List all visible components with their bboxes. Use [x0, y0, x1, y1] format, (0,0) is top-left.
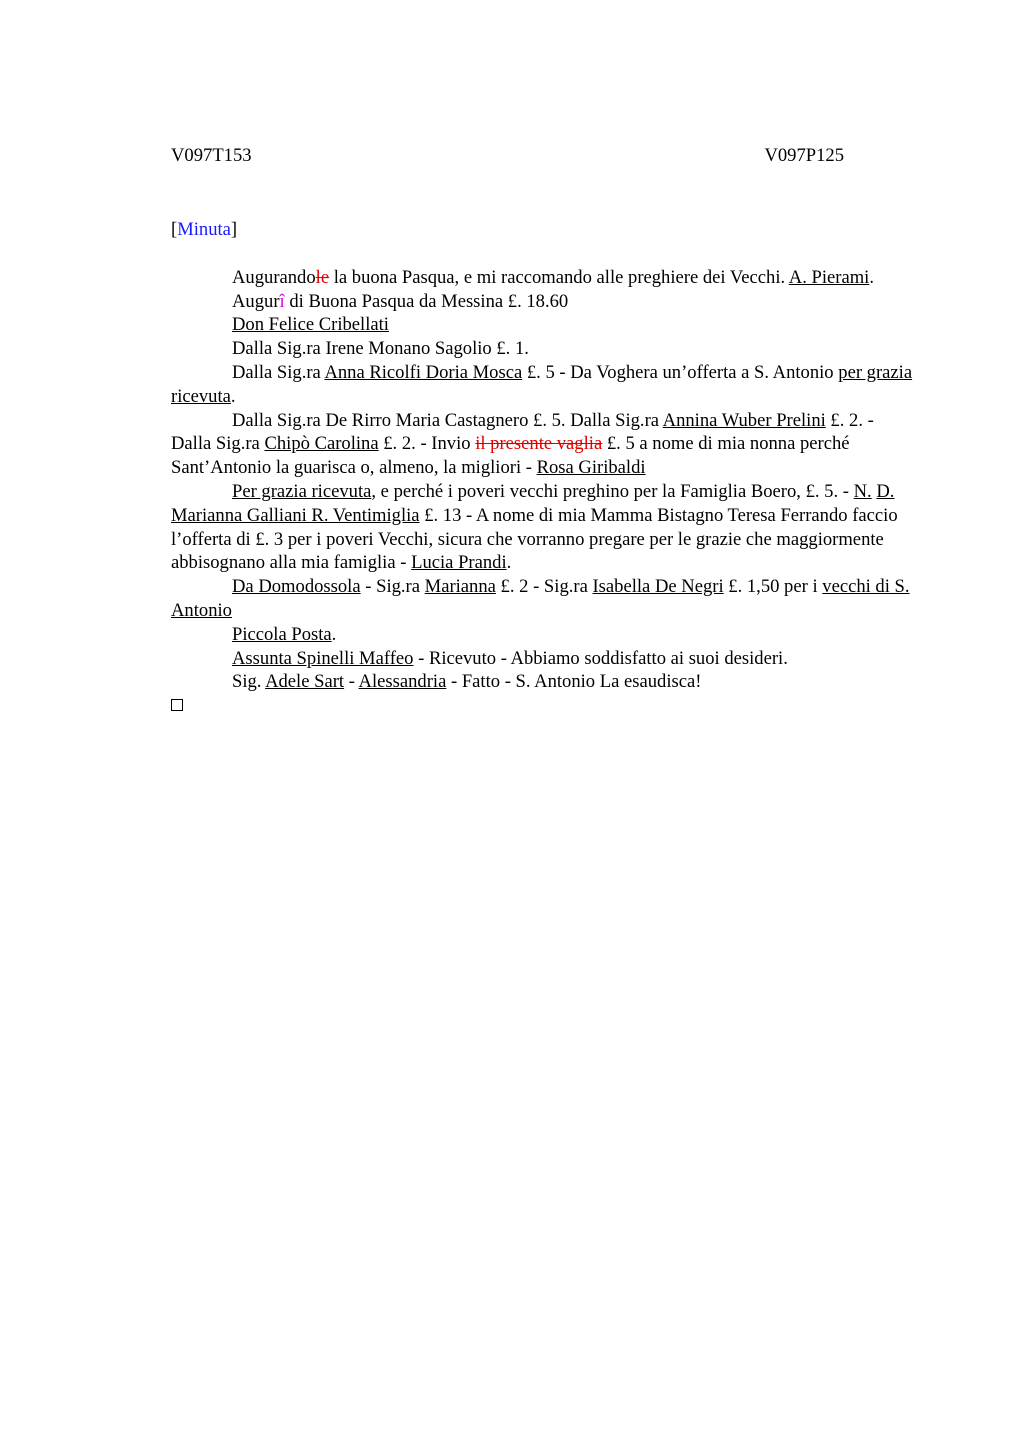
document-page [171, 144, 916, 718]
paragraph-7: Per grazia ricevuta, e perché i poveri vecchi preghino per la Famiglia Boero, £. 5. - N. D. Marianna Galliani R. Ventimiglia £. 13 - A nome di mia Mamma Bistagno Teresa Ferrando faccio l’offerta di £. 3 per i poveri Vecchi, sicura che vorranno pregare per le grazie che maggiormente abbisognano alla mia famiglia - Lucia Prandi. [171, 480, 898, 574]
underlined-phrase: Per grazia ricevuta [232, 480, 372, 502]
minuta-text: Minuta [177, 219, 231, 240]
underlined-name: Chipò Carolina [264, 433, 379, 455]
end-marker [171, 694, 916, 718]
paragraph-5: Dalla Sig.ra Anna Ricolfi Doria Mosca £. 5 - Da Voghera un’offerta a S. Antonio per grazia ricevuta. [171, 361, 913, 407]
underlined-name: Isabella De Negri [592, 576, 724, 598]
underlined-name: Adele Sart [265, 671, 345, 693]
paragraph-2: Augurî di Buona Pasqua da Messina £. 18.60 [232, 290, 569, 312]
paragraph-1: Augurandole la buona Pasqua, e mi raccomando alle preghiere dei Vecchi. A. Pierami. [232, 266, 874, 288]
paragraph-10: Assunta Spinelli Maffeo - Ricevuto - Abbiamo soddisfatto ai suoi desideri. [232, 647, 788, 669]
underlined-name: Annina Wuber Prelini [662, 409, 826, 431]
underlined-initial: D. [876, 480, 895, 502]
underlined-name: Anna Ricolfi Doria Mosca [324, 361, 523, 383]
deleted-text: le [315, 266, 330, 288]
underlined-name: Lucia Prandi [411, 552, 507, 574]
empty-box-icon [171, 699, 183, 711]
paragraph-3 [171, 313, 916, 337]
underlined-initial: N. [853, 480, 872, 502]
underlined-name: Assunta Spinelli Maffeo [232, 647, 414, 669]
paragraph-6: Dalla Sig.ra De Rirro Maria Castagnero £. 5. Dalla Sig.ra Annina Wuber Prelini £. 2. - Dalla Sig.ra Chipò Carolina £. 2. - Invio il presente vaglia £. 5 a nome di mia nonna perché Sant’Antonio la guarisca o, almeno, la migliori - Rosa Giribaldi [171, 409, 874, 479]
underlined-name: Marianna [424, 576, 496, 598]
underlined-place: Alessandria [358, 671, 447, 693]
transcription-body [171, 266, 916, 718]
paragraph-11: Sig. Adele Sart - Alessandria - Fatto - S. Antonio La esaudisca! [232, 671, 702, 693]
underlined-phrase: per grazia ricevuta [171, 361, 913, 407]
document-id-left: V097T153 [171, 145, 252, 166]
paragraph-4: Dalla Sig.ra Irene Monano Sagolio £. 1. [232, 338, 529, 360]
underlined-name: Don Felice Cribellati [232, 314, 389, 336]
underlined-name: A. Pierami [788, 266, 870, 288]
page-header [171, 144, 916, 168]
minuta-label: [Minuta] [171, 219, 238, 240]
underlined-phrase: vecchi di S. Antonio [171, 576, 910, 621]
paragraph-9: Piccola Posta. [232, 623, 337, 645]
document-id-right: V097P125 [764, 145, 844, 166]
underlined-place: Da Domodossola [232, 576, 361, 598]
deleted-text: il presente vaglia [475, 433, 603, 455]
underlined-name: Rosa Giribaldi [536, 457, 646, 479]
underlined-heading: Piccola Posta [232, 623, 332, 645]
paragraph-8: Da Domodossola - Sig.ra Marianna £. 2 - Sig.ra Isabella De Negri £. 1,50 per i vecchi di S. Antonio [171, 576, 910, 621]
corrected-char: î [279, 290, 285, 312]
underlined-name: Marianna Galliani R. Ventimiglia [171, 504, 420, 526]
